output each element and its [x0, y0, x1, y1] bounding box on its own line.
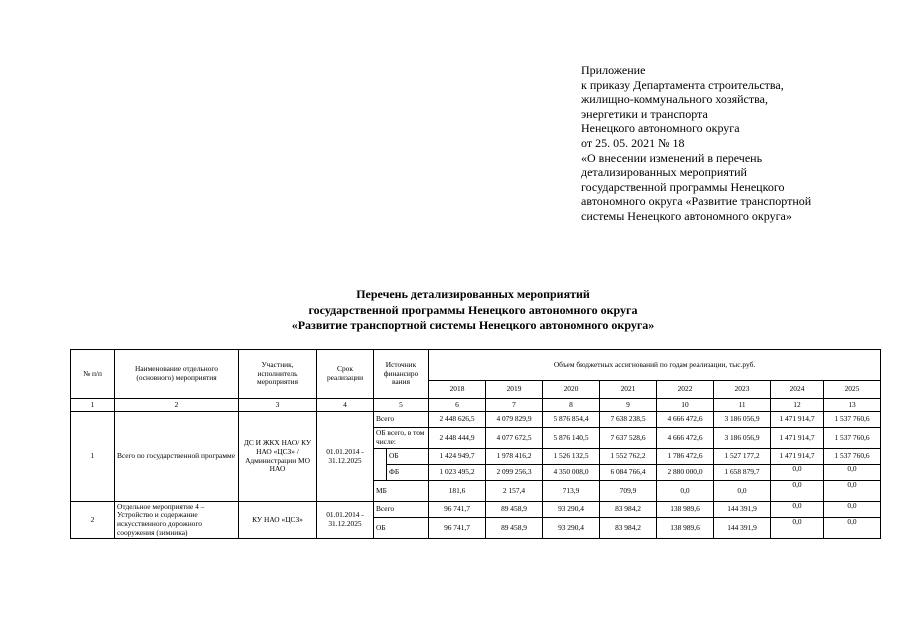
column-index: 11	[714, 399, 771, 412]
column-index: 6	[429, 399, 486, 412]
appendix-line: системы Ненецкого автономного округа»	[581, 208, 792, 223]
header-year: 2025	[824, 381, 881, 399]
row-source: МБ	[374, 481, 429, 502]
header-year: 2023	[714, 381, 771, 399]
appendix-line: детализированных мероприятий	[581, 165, 747, 180]
row-source: Всего	[374, 412, 429, 428]
row-value: 0,0	[771, 481, 824, 502]
title-line: «Развитие транспортной системы Ненецкого автономного округа»	[291, 318, 655, 332]
row-value: 2 157,4	[486, 481, 543, 502]
row-value: 0,0	[771, 465, 824, 481]
appendix-line: государственной программы Ненецкого	[581, 179, 785, 194]
row-value: 93 290,4	[543, 502, 600, 518]
header-name: Наименование отдельного (основного) мероприятия	[115, 350, 239, 399]
row-executor: ДС И ЖКХ НАО/ КУ НАО «ЦСЗ» / Администрации МО НАО	[239, 412, 317, 502]
row-value: 96 741,7	[429, 518, 486, 539]
column-index: 8	[543, 399, 600, 412]
column-index: 4	[317, 399, 374, 412]
row-value: 4 350 008,0	[543, 465, 600, 481]
row-value: 6 084 766,4	[600, 465, 657, 481]
row-measure-name: Всего по государственной программе	[115, 412, 239, 502]
row-value: 3 186 056,9	[714, 428, 771, 449]
title-line: Перечень детализированных мероприятий	[356, 287, 590, 301]
header-year: 2021	[600, 381, 657, 399]
row-value: 0,0	[824, 518, 881, 539]
row-value: 83 984,2	[600, 502, 657, 518]
row-value: 7 638 238,5	[600, 412, 657, 428]
row-value: 713,9	[543, 481, 600, 502]
row-value: 1 537 760,6	[824, 449, 881, 465]
row-value: 83 984,2	[600, 518, 657, 539]
row-term: 01.01.2014 - 31.12.2025	[317, 412, 374, 502]
row-value: 0,0	[824, 465, 881, 481]
header-volume: Объем бюджетных ассигнований по годам реализации, тыс.руб.	[429, 350, 881, 381]
row-value: 1 471 914,7	[771, 449, 824, 465]
column-index: 9	[600, 399, 657, 412]
row-value: 2 880 000,0	[657, 465, 714, 481]
row-source: ОБ	[387, 449, 429, 465]
column-index: 2	[115, 399, 239, 412]
row-value: 2 448 626,5	[429, 412, 486, 428]
row-term: 01.01.2014 - 31.12.2025	[317, 502, 374, 539]
row-value: 181,6	[429, 481, 486, 502]
column-index: 12	[771, 399, 824, 412]
row-value: 0,0	[824, 481, 881, 502]
row-value: 1 786 472,6	[657, 449, 714, 465]
indent-cell	[374, 449, 387, 481]
row-value: 1 537 760,6	[824, 412, 881, 428]
row-value: 138 989,6	[657, 518, 714, 539]
row-value: 2 099 256,3	[486, 465, 543, 481]
row-value: 1 527 177,2	[714, 449, 771, 465]
header-num: № п/п	[71, 350, 115, 399]
column-index: 1	[71, 399, 115, 412]
table-row	[71, 412, 881, 428]
appendix-line: к приказу Департамента строительства,	[581, 77, 784, 92]
appendix-block	[581, 63, 881, 224]
row-value: 144 391,9	[714, 518, 771, 539]
header-year: 2024	[771, 381, 824, 399]
row-value: 1 023 495,2	[429, 465, 486, 481]
row-value: 1 526 132,5	[543, 449, 600, 465]
appendix-line: от 25. 05. 2021 № 18	[581, 135, 685, 150]
row-value: 4 666 472,6	[657, 412, 714, 428]
row-source: ОБ всего, в том числе:	[374, 428, 429, 449]
row-value: 1 471 914,7	[771, 412, 824, 428]
row-executor: КУ НАО «ЦСЗ»	[239, 502, 317, 539]
header-executor: Участник, исполнитель мероприятия	[239, 350, 317, 399]
row-value: 5 876 854,4	[543, 412, 600, 428]
row-value: 4 077 672,5	[486, 428, 543, 449]
row-value: 93 290,4	[543, 518, 600, 539]
row-value: 709,9	[600, 481, 657, 502]
row-value: 7 637 528,6	[600, 428, 657, 449]
row-value: 1 658 879,7	[714, 465, 771, 481]
row-value: 0,0	[657, 481, 714, 502]
row-value: 1 978 416,2	[486, 449, 543, 465]
row-measure-name: Отдельное мероприятие 4 – Устройство и содержание искусственного дорожного сооружения (зимника)	[115, 502, 239, 539]
appendix-line: «О внесении изменений в перечень	[581, 150, 763, 165]
row-source: Всего	[374, 502, 429, 518]
row-source: ФБ	[387, 465, 429, 481]
row-value: 4 079 829,9	[486, 412, 543, 428]
header-year: 2019	[486, 381, 543, 399]
row-value: 2 448 444,9	[429, 428, 486, 449]
row-value: 1 424 949,7	[429, 449, 486, 465]
row-value: 1 552 762,2	[600, 449, 657, 465]
row-value: 0,0	[714, 481, 771, 502]
measures-table	[70, 349, 881, 539]
appendix-line: автономного округа «Развитие транспортной	[581, 194, 812, 209]
column-index: 3	[239, 399, 317, 412]
appendix-line: жилищно-коммунального хозяйства,	[581, 92, 768, 107]
header-year: 2018	[429, 381, 486, 399]
appendix-line: энергетики и транспорта	[581, 106, 708, 121]
column-index: 7	[486, 399, 543, 412]
row-value: 4 666 472,6	[657, 428, 714, 449]
row-value: 5 876 140,5	[543, 428, 600, 449]
row-value: 144 391,9	[714, 502, 771, 518]
row-value: 89 458,9	[486, 502, 543, 518]
column-index: 5	[374, 399, 429, 412]
appendix-line: Приложение	[581, 63, 646, 77]
row-num: 1	[71, 412, 115, 502]
title-line: государственной программы Ненецкого автономного округа	[308, 302, 638, 317]
column-index: 10	[657, 399, 714, 412]
row-value: 89 458,9	[486, 518, 543, 539]
row-value: 3 186 056,9	[714, 412, 771, 428]
row-value: 138 989,6	[657, 502, 714, 518]
header-source: Источник финансиро вания	[374, 350, 429, 399]
appendix-line: Ненецкого автономного округа	[581, 121, 740, 136]
row-source: ОБ	[374, 518, 429, 539]
table-row	[71, 502, 881, 518]
document-title	[0, 287, 905, 334]
row-value: 0,0	[771, 518, 824, 539]
row-value: 0,0	[824, 502, 881, 518]
header-year: 2020	[543, 381, 600, 399]
row-num: 2	[71, 502, 115, 539]
row-value: 96 741,7	[429, 502, 486, 518]
row-value: 0,0	[771, 502, 824, 518]
column-index: 13	[824, 399, 881, 412]
row-value: 1 471 914,7	[771, 428, 824, 449]
header-term: Срок реализации	[317, 350, 374, 399]
row-value: 1 537 760,6	[824, 428, 881, 449]
header-year: 2022	[657, 381, 714, 399]
